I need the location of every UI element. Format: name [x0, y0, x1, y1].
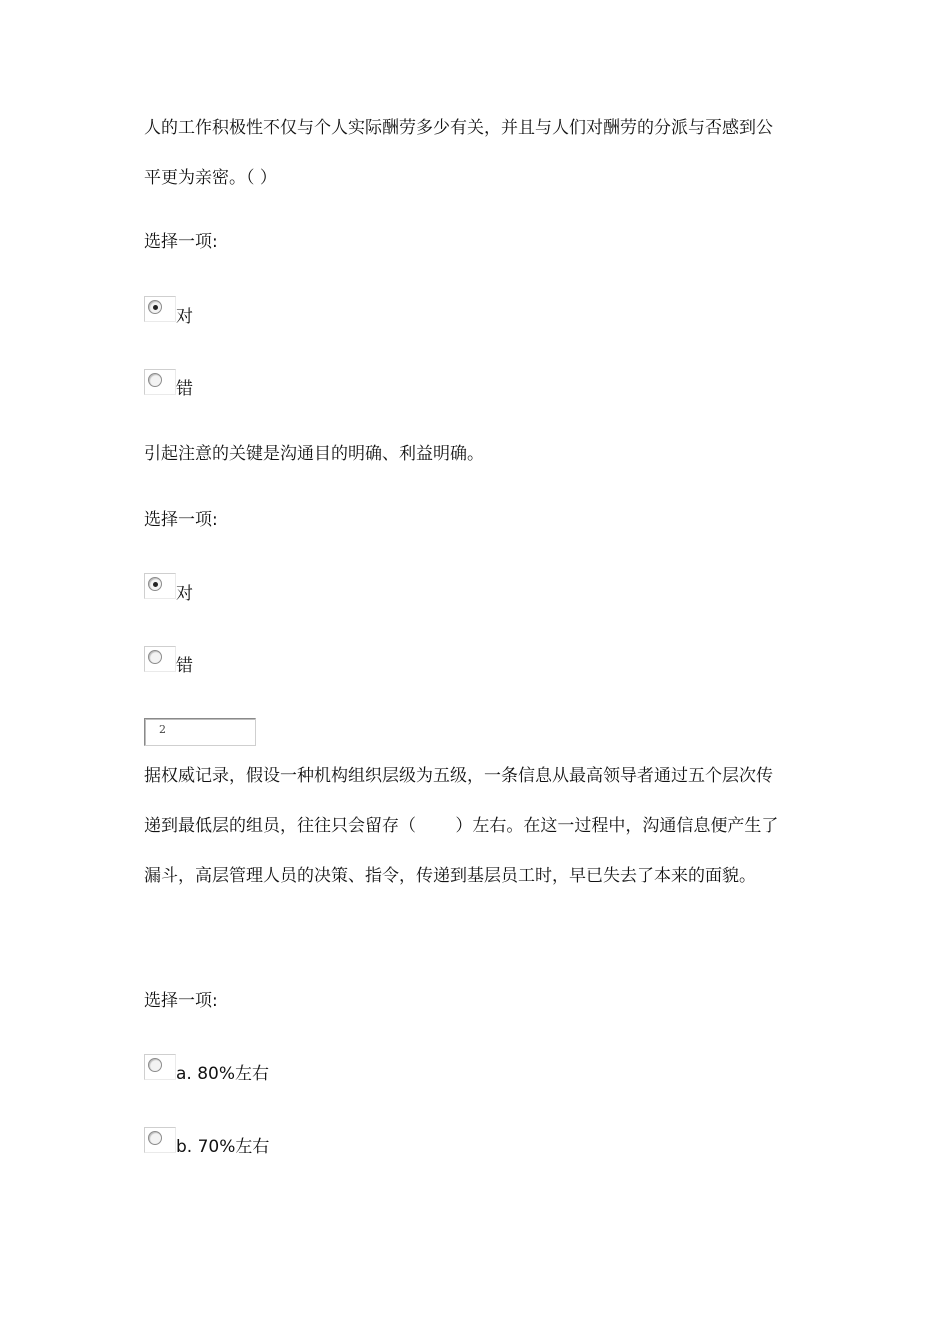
radio-frame: [144, 646, 176, 672]
radio-unchecked-icon: [148, 1131, 162, 1145]
radio-checked-icon: [148, 300, 162, 314]
question-2-text: 引起注意的关键是沟通目的明确、利益明确。: [144, 444, 484, 464]
question-1-prompt: 选择一项:: [144, 232, 218, 252]
question-1-text-line-2: 平更为亲密。（ ）: [144, 168, 277, 188]
question-3-option-b-radio[interactable]: [144, 1127, 176, 1153]
question-3-option-a-radio[interactable]: [144, 1054, 176, 1080]
question-2-option-true-label[interactable]: 对: [176, 584, 193, 604]
question-3-text-line-1: 据权威记录，假设一种机构组织层级为五级，一条信息从最高领导者通过五个层次传: [144, 766, 773, 786]
radio-frame: [144, 573, 176, 599]
question-1-option-true-label[interactable]: 对: [176, 307, 193, 327]
radio-unchecked-icon: [148, 373, 162, 387]
question-2-option-false-label[interactable]: 错: [176, 656, 193, 676]
radio-frame: [144, 369, 176, 395]
question-2-option-true-radio[interactable]: [144, 573, 176, 599]
radio-frame: [144, 296, 176, 322]
radio-unchecked-icon: [148, 1058, 162, 1072]
question-1-option-true-radio[interactable]: [144, 296, 176, 322]
question-1-text-line-1: 人的工作积极性不仅与个人实际酬劳多少有关，并且与人们对酬劳的分派与否感到公: [144, 118, 773, 138]
question-2-option-false-radio[interactable]: [144, 646, 176, 672]
question-1-option-false-radio[interactable]: [144, 369, 176, 395]
question-3-option-b-label[interactable]: b. 70%左右: [176, 1137, 270, 1157]
question-2-prompt: 选择一项:: [144, 510, 218, 530]
radio-frame: [144, 1054, 176, 1080]
radio-unchecked-icon: [148, 650, 162, 664]
question-1-option-false-label[interactable]: 错: [176, 379, 193, 399]
question-3-text-line-2: 递到最低层的组员，往往只会留存（ ）左右。在这一过程中，沟通信息便产生了: [144, 816, 779, 836]
radio-frame: [144, 1127, 176, 1153]
question-3-option-a-label[interactable]: a. 80%左右: [176, 1064, 270, 1084]
question-number-field[interactable]: 2: [144, 718, 256, 746]
radio-checked-icon: [148, 577, 162, 591]
question-3-prompt: 选择一项:: [144, 991, 218, 1011]
question-3-text-line-3: 漏斗，高层管理人员的决策、指令，传递到基层员工时，早已失去了本来的面貌。: [144, 866, 756, 886]
